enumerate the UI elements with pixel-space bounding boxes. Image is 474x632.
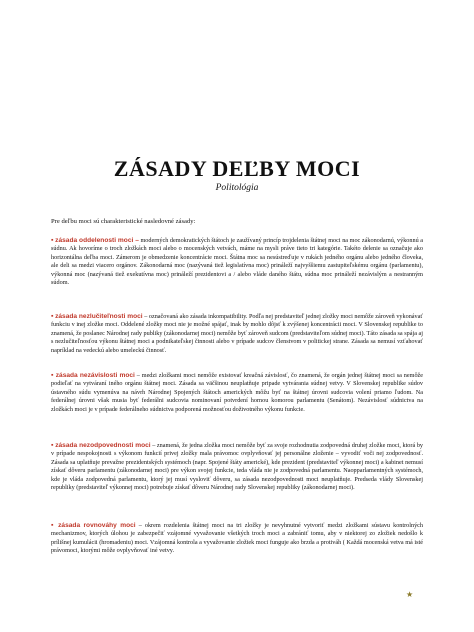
section-heading: zásada nezávislosti moci	[55, 372, 135, 379]
bullet-icon: ▪	[51, 312, 54, 320]
section-body: – označovaná ako zásada inkompatibility. Podľa nej predstaviteľ jednej zložky moci nemôže zároveň vykonávať funkciu v inej zložke moci. Oddelené zložky moci nie je možné spájať, inak by mohlo dôjsť k zvýšenej koncentrácii moci. V Slovenskej republike to znamená, že poslanec Národnej rady publiky (zákonodarnej moci) nemôže byť zároveň sudcom (predstaviteľom súdnej moci). Táto zásada sa spája aj s nezlučiteľnosťou výkonu štátnej moci a podnikateľskej činnosti alebo v prípade sudcov členstvom v politickej strane. Zásada sa nemusí vzťahovať napríklad na vedeckú alebo umeleckú činnosť.	[51, 313, 424, 354]
section-body: – okrem rozdelenia štátnej moci na tri zložky je nevyhnutné vytvoriť medzi zložkami sústavu kontrolných mechanizmov, ktorých úlohou je zabezpečiť vzájomné vyvažovanie všetkých troch moci a zabrániť tomu, aby v niektorej zo zložiek nedošlo k prílišnej kumulácii (hromadeniu) moci. Vzájomná kontrola a vyvažovanie zložiek moci funguje ako brzda a protiváh ( Každá mocenská vetva má isté právomoci, ktorými môže ovplyvňovať iné vetvy.	[51, 522, 424, 555]
page-subtitle: Politológia	[215, 183, 259, 193]
bullet-icon: ▪	[51, 441, 54, 449]
page-title: ZÁSADY DEĽBY MOCI	[113, 156, 361, 181]
bullet-icon: ▪	[51, 371, 54, 379]
section-rovnovaha	[51, 521, 423, 556]
section-body: – znamená, že jedna zložka moci nemôže byť za svoje rozhodnutia zodpovedná druhej zložke moci, ktorá by v prípade nespokojnosti s výkonom funkcií privej zložky mala právomoc ovplyvňovať jej personálne zloženie – vyvodiť voči nej zodpovednosť. Zásada sa uplatňuje prevažne prezidentských systémoch (napr. Spojené štáty americké), kde prezident (predstaviteľ výkonnej moci) a kabinet nemusí získať dôveru parlamentu (zákonodarnej moci) pre výkon svojej funkcie, teda vláda nie je zodpovedná parlamentu. Naopparlamentných systémoch, kde je vláda zodpovedná parlamentu, ktorý jej musí vysloviť dôveru, sa zásada nezodpovednosti moci neuplatňuje. Predseda vlády Slovenskej republiky (predstaviteľ výkonnej moci) potrebuje získať dôveru Národnej rady Slovenskej republiky (zákonodarnej moci).	[51, 442, 424, 492]
section-heading: zásada oddelenosti moci –	[55, 237, 139, 244]
star-icon: ★	[406, 590, 414, 599]
section-oddelenost	[51, 236, 423, 287]
section-body: moderných demokratických štátoch je zaužívaný princíp trojdelenia štátnej moci na moc zákonodarnú, výkonnú a súdnu. Ak hovoríme o troch zložkách moci alebo o mocenských vetvách, máme na mysli práve tieto tri kategórie. Takéto delenie sa označuje ako horizontálna deľba moci. Zámerom je obmedzenie koncentrácie moci. Štátna moc sa nesústreďuje v rukách jedného orgánu alebo jedného človeka, ale deli sa medzi viacero orgánov. Zákonodarná moc (nazývaná tiež legislatívna moc) prináleží najvyššiemu zastupiteľskému orgánu (parlamentu), výkonná moc (nazývaná tiež exekutívna moc) prináleží prezidentovi a / alebo vláde daného štátu, súdna moc prináleží nezávislým a nestranným súdom.	[51, 237, 424, 287]
intro-text: Pre deľbu moci sú charakteristické nasledovné zásady:	[51, 218, 196, 225]
section-body: – medzi zložkami moci nemôže existovať kreačná závislosť, čo znamená, že orgán jednej štátnej moci sa nemôže podieľať na vytváraní iného orgánu štátnej moci. Zásada sa väčšinou neuplatňuje pripade vytvárania súdnej vetvy. V Slovenskej republike súdov ústavného súdu vymenúva na návrh Národnej Spojených štátoch amerických môžu byť na štátnej úrovni sudcovia volení priamo ľudom. Na federálnej úrovni však musia byť federálni sudcovia nominovaní potvrdení hornou komorou parlamentu (Senátom). Nezávislosť súdnictva na zložkách moci je v prípade federálneho súdnictva podporená možnosťou doživotného výkonu funkcie.	[51, 372, 424, 413]
section-nezodpovednost	[51, 441, 423, 492]
section-nezlucitelnost	[51, 312, 423, 355]
section-heading: zásada nezlučiteľnosti moci	[55, 313, 143, 320]
bullet-icon: ▪	[51, 521, 56, 529]
section-nezavislost	[51, 371, 423, 414]
bullet-icon: ▪	[51, 236, 54, 244]
section-heading: zásada rovnováhy moci	[58, 522, 136, 529]
section-heading: zásada nezodpovednosti moci	[55, 442, 151, 449]
